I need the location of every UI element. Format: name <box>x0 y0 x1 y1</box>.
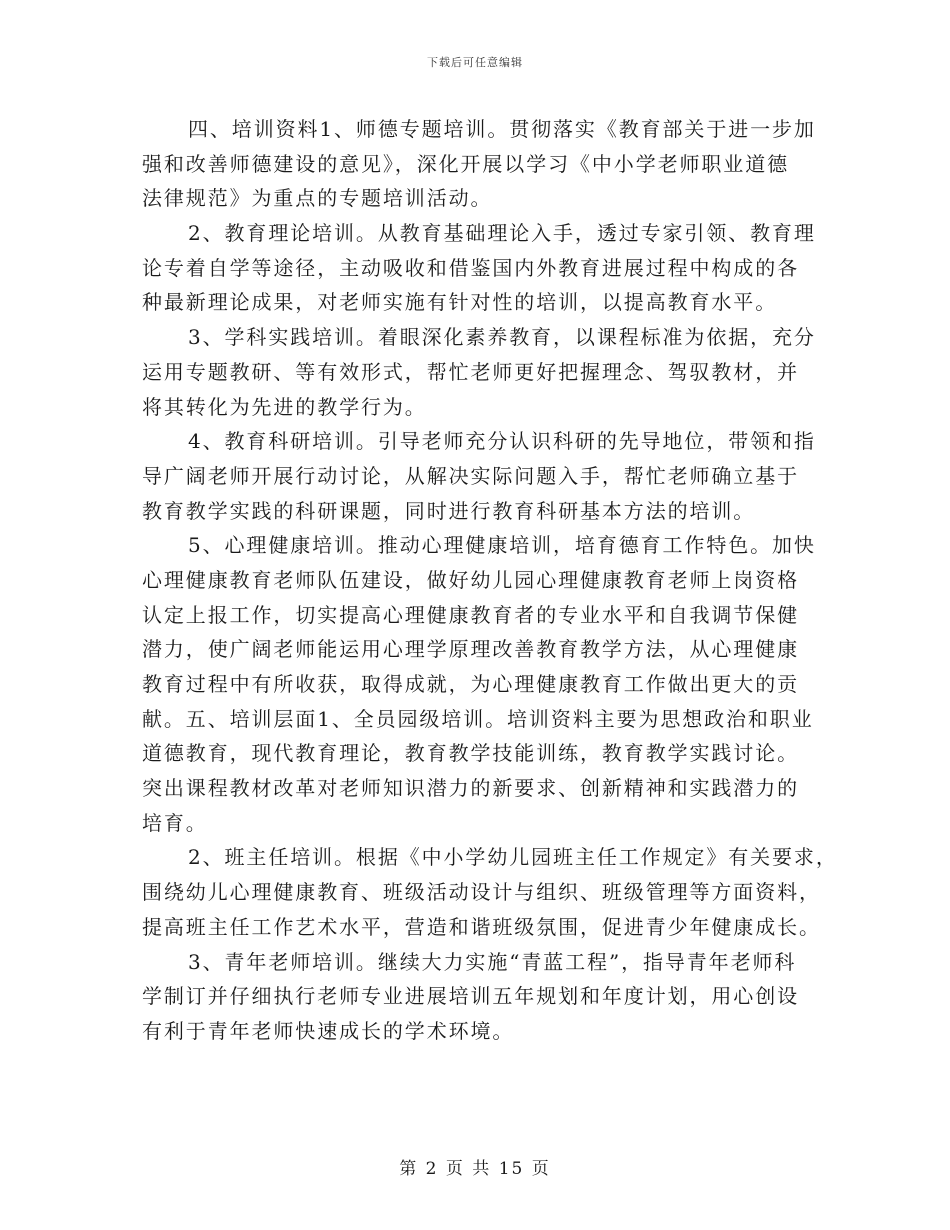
text-line: 4、教育科研培训。引导老师充分认识科研的先导地位，带领和指 <box>188 429 816 454</box>
text-line: 突出课程教材改革对老师知识潜力的新要求、创新精神和实践潜力的 <box>142 776 799 801</box>
text-line: 献。五、培训层面1、全员园级培训。培训资料主要为思想政治和职业 <box>142 706 814 731</box>
text-line: 将其转化为先进的教学行为。 <box>142 394 427 419</box>
text-line: 3、青年老师培训。继续大力实施“青蓝工程”，指导青年老师科 <box>188 949 797 974</box>
text-line: 3、学科实践培训。着眼深化素养教育，以课程标准为依据，充分 <box>188 325 816 350</box>
page-number: 第 2 页 共 15 页 <box>399 1159 551 1179</box>
text-line: 教育过程中有所收获，取得成就，为心理健康教育工作做出更大的贡 <box>142 672 799 696</box>
text-line: 法律规范》为重点的专题培训活动。 <box>142 186 493 211</box>
text-line: 教育教学实践的科研课题，同时进行教育科研基本方法的培训。 <box>142 498 756 523</box>
text-line: 认定上报工作，切实提高心理健康教育者的专业水平和自我调节保健 <box>142 602 799 627</box>
text-line: 运用专题教研、等有效形式，帮忙老师更好把握理念、驾驭教材，并 <box>142 359 799 384</box>
text-line: 心理健康教育老师队伍建设，做好幼儿园心理健康教育老师上岗资格 <box>142 567 799 592</box>
text-line: 种最新理论成果，对老师实施有针对性的培训，以提高教育水平。 <box>142 290 778 315</box>
text-line: 5、心理健康培训。推动心理健康培训，培育德育工作特色。加快 <box>188 533 816 558</box>
document-body <box>142 112 838 1049</box>
text-line: 围绕幼儿心理健康教育、班级活动设计与组织、班级管理等方面资料， <box>142 880 821 905</box>
text-line: 潜力，使广阔老师能运用心理学原理改善教育教学方法，从心理健康 <box>142 637 799 662</box>
header-note: 下载后可任意编辑 <box>427 56 523 69</box>
text-line: 四、培训资料1、师德专题培训。贯彻落实《教育部关于进一步加 <box>188 117 816 141</box>
text-line: 有利于青年老师快速成长的学术环境。 <box>142 1018 515 1043</box>
text-line: 培育。 <box>142 810 208 835</box>
text-line: 导广阔老师开展行动讨论，从解决实际问题入手，帮忙老师确立基于 <box>142 463 799 488</box>
text-line: 论专着自学等途径，主动吸收和借鉴国内外教育进展过程中构成的各 <box>142 255 799 280</box>
text-line: 道德教育，现代教育理论，教育教学技能训练，教育教学实践讨论。 <box>142 741 799 766</box>
text-line: 强和改善师德建设的意见》，深化开展以学习《中小学老师职业道德 <box>142 151 789 176</box>
text-line: 2、班主任培训。根据《中小学幼儿园班主任工作规定》有关要求， <box>188 845 838 870</box>
text-line: 2、教育理论培训。从教育基础理论入手，透过专家引领、教育理 <box>188 221 816 246</box>
text-line: 提高班主任工作艺术水平，营造和谐班级氛围，促进青少年健康成长。 <box>142 914 821 939</box>
text-line: 学制订并仔细执行老师专业进展培训五年规划和年度计划，用心创设 <box>142 984 799 1009</box>
